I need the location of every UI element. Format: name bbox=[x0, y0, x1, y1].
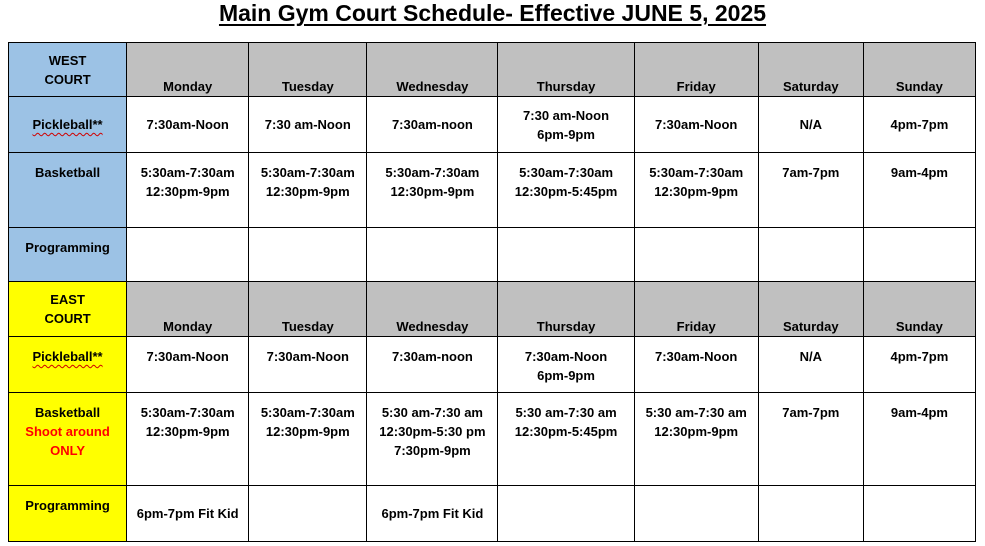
day-header: Tuesday bbox=[249, 282, 367, 337]
day-header: Monday bbox=[127, 43, 249, 97]
court-label-line: COURT bbox=[44, 311, 91, 326]
schedule-cell bbox=[367, 153, 498, 228]
time-slot: 5:30am-7:30am bbox=[649, 165, 744, 180]
schedule-table bbox=[8, 42, 976, 542]
time-slot: 7:30 am-Noon bbox=[523, 107, 610, 123]
time-slot: 5:30 am-7:30 am bbox=[515, 405, 617, 420]
row-label-basketball: Basketball bbox=[9, 153, 127, 228]
schedule-cell bbox=[127, 153, 249, 228]
time-slot: 5:30am-7:30am bbox=[260, 405, 355, 420]
schedule-cell bbox=[758, 153, 863, 228]
time-slot: 12:30pm-5:45pm bbox=[514, 184, 618, 199]
time-slot: 12:30pm-9pm bbox=[145, 184, 230, 199]
time-slot: 7am-7pm bbox=[782, 165, 840, 180]
time-slot: 7:30am-noon bbox=[391, 117, 473, 132]
time-slot: 5:30am-7:30am bbox=[140, 405, 235, 420]
day-header: Saturday bbox=[758, 282, 863, 337]
day-header: Wednesday bbox=[367, 43, 498, 97]
time-slot: 12:30pm-9pm bbox=[265, 184, 350, 199]
time-slot: 5:30am-7:30am bbox=[385, 165, 480, 180]
time-slot: 7:30am-Noon bbox=[146, 349, 229, 364]
schedule-cell bbox=[758, 97, 863, 153]
pickleball-label: Pickleball** bbox=[32, 349, 103, 364]
shoot-around-note: Shoot around bbox=[25, 424, 110, 439]
schedule-cell bbox=[498, 153, 634, 228]
schedule-cell bbox=[758, 228, 863, 282]
schedule-cell bbox=[634, 97, 758, 153]
east-header-row bbox=[9, 282, 976, 337]
schedule-cell bbox=[127, 97, 249, 153]
schedule-cell bbox=[367, 228, 498, 282]
schedule-cell bbox=[249, 393, 367, 486]
schedule-cell bbox=[634, 486, 758, 542]
row-label-basketball bbox=[9, 393, 127, 486]
schedule-cell bbox=[758, 337, 863, 393]
court-label-line: WEST bbox=[48, 52, 87, 68]
time-slot: 12:30pm-9pm bbox=[265, 424, 350, 439]
day-header: Thursday bbox=[498, 282, 634, 337]
day-header: Friday bbox=[634, 43, 758, 97]
schedule-cell bbox=[863, 486, 975, 542]
day-header: Sunday bbox=[863, 43, 975, 97]
schedule-cell bbox=[249, 486, 367, 542]
west-pickleball-row bbox=[9, 97, 976, 153]
schedule-cell bbox=[863, 228, 975, 282]
day-header: Monday bbox=[127, 282, 249, 337]
schedule-cell bbox=[367, 393, 498, 486]
time-slot: 7:30am-Noon bbox=[266, 349, 349, 364]
east-pickleball-row bbox=[9, 337, 976, 393]
schedule-cell bbox=[634, 153, 758, 228]
time-slot: N/A bbox=[799, 349, 822, 364]
day-header: Saturday bbox=[758, 43, 863, 97]
east-programming-row bbox=[9, 486, 976, 542]
time-slot: 5:30 am-7:30 am bbox=[645, 405, 747, 420]
schedule-cell bbox=[249, 337, 367, 393]
pickleball-label: Pickleball** bbox=[32, 117, 103, 132]
schedule-cell bbox=[127, 393, 249, 486]
day-header: Tuesday bbox=[249, 43, 367, 97]
time-slot: 6pm-9pm bbox=[537, 126, 595, 142]
time-slot: 7:30am-Noon bbox=[654, 349, 738, 364]
time-slot: 12:30pm-9pm bbox=[145, 424, 230, 439]
time-slot: 7:30am-Noon bbox=[146, 117, 229, 132]
schedule-cell bbox=[863, 153, 975, 228]
schedule-cell bbox=[758, 393, 863, 486]
schedule-cell bbox=[758, 486, 863, 542]
schedule-cell bbox=[498, 486, 634, 542]
row-label-pickleball bbox=[9, 337, 127, 393]
time-slot: 4pm-7pm bbox=[890, 117, 949, 132]
court-label-line: COURT bbox=[44, 71, 91, 87]
time-slot: 7:30pm-9pm bbox=[394, 443, 471, 458]
schedule-cell bbox=[249, 228, 367, 282]
east-court-label bbox=[9, 282, 127, 337]
schedule-cell bbox=[249, 97, 367, 153]
schedule-cell bbox=[367, 97, 498, 153]
west-header-row bbox=[9, 43, 976, 97]
schedule-cell bbox=[498, 228, 634, 282]
basketball-label: Basketball bbox=[35, 405, 101, 420]
page-title: Main Gym Court Schedule- Effective JUNE 5, 2025 bbox=[218, 0, 767, 26]
time-slot: 7am-7pm bbox=[782, 405, 840, 420]
row-label-pickleball bbox=[9, 97, 127, 153]
time-slot: 12:30pm-5:30 pm bbox=[379, 424, 486, 439]
schedule-cell bbox=[498, 337, 634, 393]
schedule-cell bbox=[863, 393, 975, 486]
schedule-cell: 6pm-7pm Fit Kid bbox=[367, 486, 498, 542]
west-programming-row bbox=[9, 228, 976, 282]
time-slot: 5:30am-7:30am bbox=[140, 165, 235, 180]
schedule-cell bbox=[863, 337, 975, 393]
schedule-cell bbox=[634, 228, 758, 282]
time-slot: 12:30pm-9pm bbox=[654, 184, 739, 199]
day-header: Sunday bbox=[863, 282, 975, 337]
schedule-cell bbox=[634, 393, 758, 486]
time-slot: 6pm-9pm bbox=[537, 368, 595, 383]
time-slot: 7:30am-noon bbox=[391, 349, 473, 364]
time-slot: 5:30am-7:30am bbox=[519, 165, 614, 180]
row-label-programming: Programming bbox=[9, 228, 127, 282]
day-header: Friday bbox=[634, 282, 758, 337]
schedule-cell bbox=[367, 337, 498, 393]
shoot-around-note: ONLY bbox=[50, 443, 86, 458]
time-slot: 9am-4pm bbox=[890, 405, 948, 420]
schedule-cell bbox=[127, 228, 249, 282]
west-court-label bbox=[9, 43, 127, 97]
day-header: Wednesday bbox=[367, 282, 498, 337]
schedule-cell: 6pm-7pm Fit Kid bbox=[127, 486, 249, 542]
time-slot: 12:30pm-5:45pm bbox=[514, 424, 618, 439]
time-slot: 7:30am-Noon bbox=[654, 117, 738, 132]
schedule-cell bbox=[863, 97, 975, 153]
time-slot: 12:30pm-9pm bbox=[654, 424, 739, 439]
court-label-line: EAST bbox=[50, 292, 85, 307]
time-slot: 12:30pm-9pm bbox=[390, 184, 475, 199]
time-slot: N/A bbox=[799, 117, 822, 132]
row-label-programming: Programming bbox=[9, 486, 127, 542]
time-slot: 5:30 am-7:30 am bbox=[381, 405, 483, 420]
schedule-cell bbox=[498, 393, 634, 486]
schedule-cell bbox=[634, 337, 758, 393]
west-basketball-row bbox=[9, 153, 976, 228]
time-slot: 4pm-7pm bbox=[890, 349, 949, 364]
time-slot: 5:30am-7:30am bbox=[260, 165, 355, 180]
time-slot: 7:30 am-Noon bbox=[264, 117, 351, 132]
time-slot: 7:30am-Noon bbox=[524, 349, 608, 364]
time-slot: 9am-4pm bbox=[890, 165, 948, 180]
schedule-cell bbox=[127, 337, 249, 393]
schedule-cell bbox=[498, 97, 634, 153]
east-basketball-row bbox=[9, 393, 976, 486]
day-header: Thursday bbox=[498, 43, 634, 97]
schedule-cell bbox=[249, 153, 367, 228]
